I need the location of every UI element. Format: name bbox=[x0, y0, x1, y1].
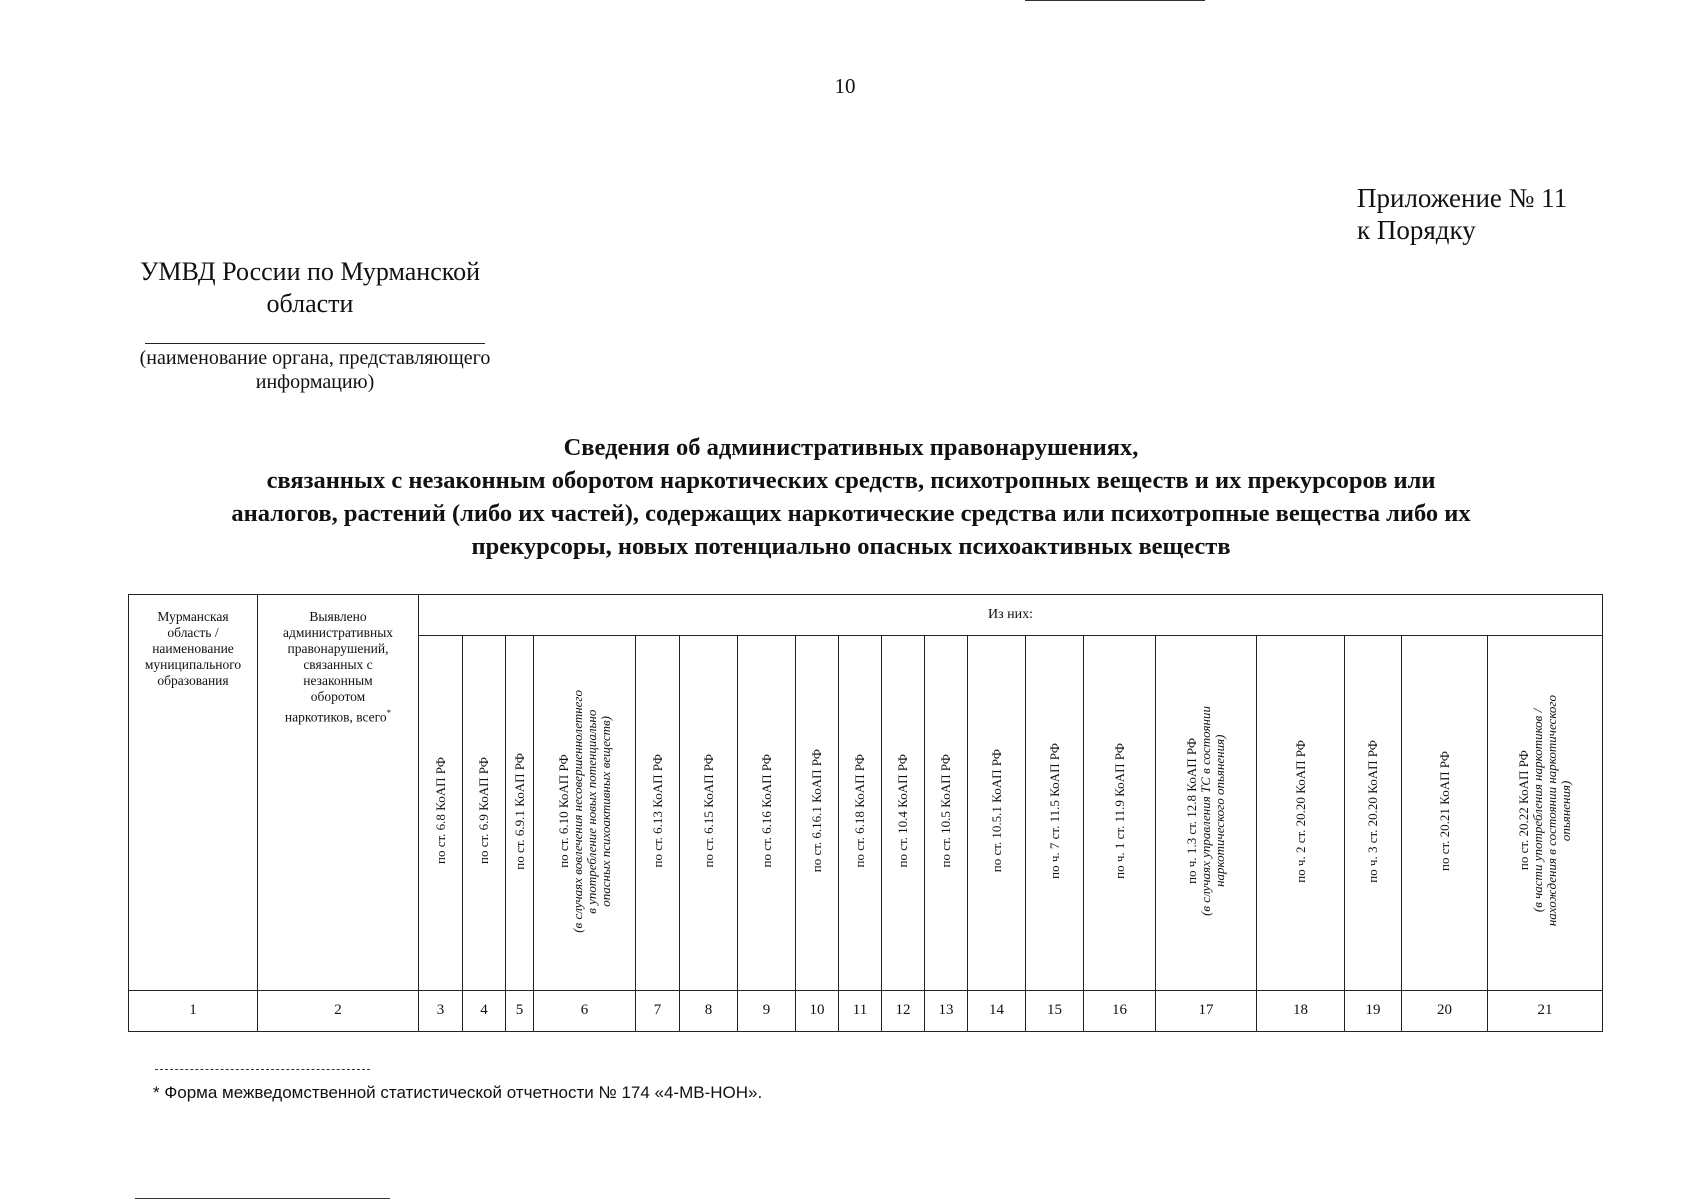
header-col-13 bbox=[925, 636, 968, 991]
header-total-line: Выявлено bbox=[309, 609, 367, 624]
footnote-marker: * bbox=[386, 708, 392, 718]
header-col-10-text: по ст. 6.16.1 КоАП РФ bbox=[809, 749, 824, 873]
header-col-7-text: по ст. 6.13 КоАП РФ bbox=[649, 754, 665, 868]
organization-underline bbox=[145, 343, 485, 344]
header-col-19 bbox=[1345, 636, 1402, 991]
title-line-2: связанных с незаконным оборотом наркотических средств, психотропных веществ и их прекурсоров или bbox=[266, 467, 1436, 494]
header-municipality-line: образования bbox=[157, 673, 229, 688]
header-col-14 bbox=[968, 636, 1026, 991]
header-col-19-text: по ч. 3 ст. 20.20 КоАП РФ bbox=[1365, 739, 1380, 883]
header-col-15 bbox=[1026, 636, 1084, 991]
header-col-17 bbox=[1156, 636, 1257, 991]
header-municipality-line: наименование bbox=[152, 641, 234, 656]
column-number: 10 bbox=[796, 990, 839, 1031]
header-total-line: оборотом bbox=[310, 689, 366, 704]
header-col-5-text: по ст. 6.9.1 КоАП РФ bbox=[511, 752, 527, 870]
header-col-8-text: по ст. 6.15 КоАП РФ bbox=[700, 754, 716, 868]
header-total-detected bbox=[258, 595, 419, 991]
header-col-4 bbox=[463, 636, 506, 991]
header-col-11-text: по ст. 6.18 КоАП РФ bbox=[852, 754, 867, 868]
header-col-18-text: по ч. 2 ст. 20.20 КоАП РФ bbox=[1292, 739, 1308, 883]
header-municipality bbox=[129, 595, 258, 991]
header-col-21-note: нахождения в состоянии наркотического bbox=[1544, 695, 1559, 927]
organization-caption-line-1: (наименование органа, представляющего bbox=[139, 347, 491, 369]
header-col-6-note: (в случаях вовлечения несовершеннолетнего bbox=[569, 689, 585, 933]
header-col-9 bbox=[738, 636, 796, 991]
footnote-separator bbox=[155, 1069, 370, 1070]
column-number: 13 bbox=[925, 990, 968, 1031]
header-col-16-text: по ч. 1 ст. 11.9 КоАП РФ bbox=[1111, 743, 1127, 879]
header-col-4-text: по ст. 6.9 КоАП РФ bbox=[476, 757, 491, 865]
table-header-row bbox=[129, 595, 1603, 636]
header-col-6-text bbox=[557, 690, 613, 933]
column-number: 14 bbox=[968, 990, 1026, 1031]
header-col-15-text: по ч. 7 ст. 11.5 КоАП РФ bbox=[1046, 743, 1062, 879]
column-number: 9 bbox=[738, 990, 796, 1031]
header-col-21-note: опьянения) bbox=[1558, 780, 1573, 842]
statistics-table bbox=[128, 594, 1603, 1032]
header-col-17-note: (в случаях управления ТС в состоянии bbox=[1198, 706, 1213, 916]
column-number: 7 bbox=[636, 990, 680, 1031]
header-municipality-line: муниципального bbox=[144, 657, 242, 672]
column-number: 1 bbox=[129, 990, 258, 1031]
organization-caption bbox=[105, 346, 525, 394]
header-col-17-text bbox=[1185, 706, 1227, 916]
header-col-21-main: по ст. 20.22 КоАП РФ bbox=[1516, 750, 1531, 871]
column-number: 8 bbox=[680, 990, 738, 1031]
header-col-12 bbox=[882, 636, 925, 991]
header-col-17-note: наркотического опьянения) bbox=[1212, 734, 1227, 888]
header-col-6-note: опасных психоактивных веществ) bbox=[597, 715, 613, 907]
column-number: 16 bbox=[1084, 990, 1156, 1031]
page-number: 10 bbox=[834, 74, 856, 98]
organization-line-2: области bbox=[266, 289, 354, 318]
column-number: 12 bbox=[882, 990, 925, 1031]
header-col-21-text bbox=[1517, 695, 1573, 926]
column-number: 6 bbox=[534, 990, 636, 1031]
header-col-11 bbox=[839, 636, 882, 991]
header-col-7 bbox=[636, 636, 680, 991]
column-number: 2 bbox=[258, 990, 419, 1031]
column-number: 5 bbox=[506, 990, 534, 1031]
column-number: 15 bbox=[1026, 990, 1084, 1031]
header-col-20-text: по ст. 20.21 КоАП РФ bbox=[1436, 750, 1452, 871]
header-col-6 bbox=[534, 636, 636, 991]
organization-name bbox=[110, 256, 510, 320]
header-col-21 bbox=[1488, 636, 1603, 991]
appendix-line-1: Приложение № 11 bbox=[1357, 183, 1568, 213]
column-number: 3 bbox=[419, 990, 463, 1031]
column-number: 21 bbox=[1488, 990, 1603, 1031]
title-line-1: Сведения об административных правонарушениях, bbox=[563, 434, 1139, 461]
column-number: 4 bbox=[463, 990, 506, 1031]
header-municipality-line: Мурманская bbox=[157, 609, 229, 624]
header-col-16 bbox=[1084, 636, 1156, 991]
header-col-3 bbox=[419, 636, 463, 991]
appendix-line-2: к Порядку bbox=[1357, 215, 1476, 245]
header-col-6-note: в употребление новых потенциально bbox=[583, 708, 599, 914]
organization-line-1: УМВД России по Мурманской bbox=[140, 257, 480, 286]
document-title bbox=[60, 431, 1642, 563]
header-col-8 bbox=[680, 636, 738, 991]
column-number: 19 bbox=[1345, 990, 1402, 1031]
organization-caption-line-2: информацию) bbox=[255, 371, 375, 393]
header-col-21-note: (в части употребления наркотиков / bbox=[1530, 709, 1545, 913]
header-col-10 bbox=[796, 636, 839, 991]
header-col-20 bbox=[1402, 636, 1488, 991]
header-col-13-text: по ст. 10.5 КоАП РФ bbox=[938, 754, 953, 868]
header-col-9-text: по ст. 6.16 КоАП РФ bbox=[758, 754, 774, 868]
header-total-line: административных bbox=[282, 625, 394, 640]
footnote: * Форма межведомственной статистической отчетности № 174 «4-МВ-НОН». bbox=[153, 1083, 763, 1102]
title-line-3: аналогов, растений (либо их частей), содержащих наркотические средства или психотропные вещества либо их bbox=[231, 500, 1471, 527]
header-of-them: Из них: bbox=[419, 595, 1603, 636]
header-col-17-main: по ч. 1.3 ст. 12.8 КоАП РФ bbox=[1184, 737, 1199, 885]
column-number: 11 bbox=[839, 990, 882, 1031]
header-total-line: правонарушений, bbox=[287, 641, 389, 656]
header-col-14-text: по ст. 10.5.1 КоАП РФ bbox=[988, 749, 1004, 873]
header-col-18 bbox=[1257, 636, 1345, 991]
header-col-6-main: по ст. 6.10 КоАП РФ bbox=[555, 754, 571, 868]
header-col-3-text: по ст. 6.8 КоАП РФ bbox=[432, 757, 448, 865]
column-number-row bbox=[129, 990, 1603, 1031]
column-number: 17 bbox=[1156, 990, 1257, 1031]
header-total-line: связанных с bbox=[303, 657, 373, 672]
header-total-line: незаконным bbox=[303, 673, 373, 688]
header-municipality-line: область / bbox=[167, 625, 219, 640]
column-number: 18 bbox=[1257, 990, 1345, 1031]
top-rule bbox=[1025, 0, 1205, 1]
header-col-12-text: по ст. 10.4 КоАП РФ bbox=[895, 754, 910, 868]
appendix-label bbox=[1357, 182, 1567, 246]
title-line-4: прекурсоры, новых потенциально опасных психоактивных веществ bbox=[471, 533, 1231, 560]
column-number: 20 bbox=[1402, 990, 1488, 1031]
header-total-line: наркотиков, всего bbox=[284, 709, 387, 725]
bottom-rule bbox=[135, 1198, 390, 1199]
header-col-5 bbox=[506, 636, 534, 991]
